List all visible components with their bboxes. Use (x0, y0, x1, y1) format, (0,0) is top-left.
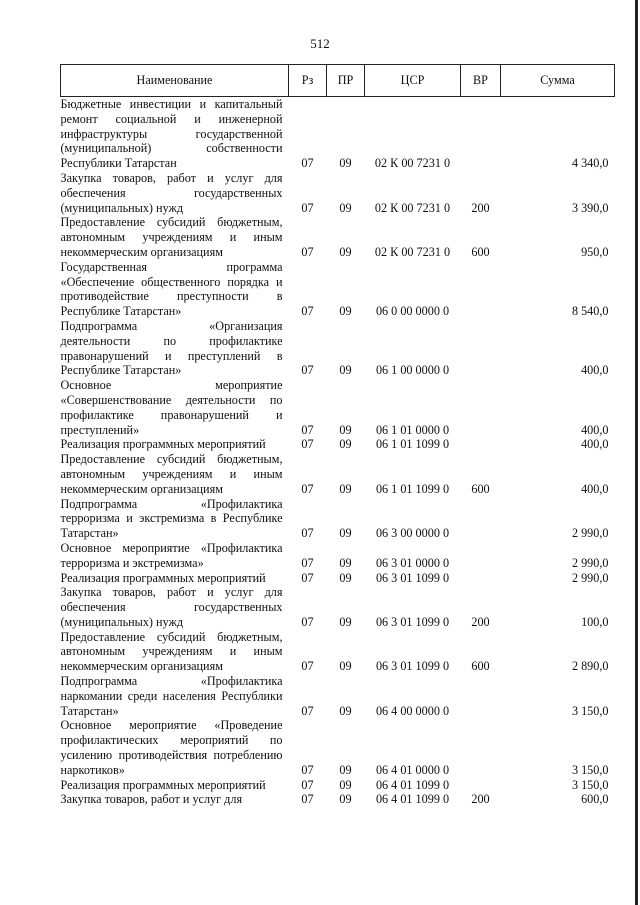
row-sum: 400,0 (581, 363, 609, 378)
row-vr: 200 (471, 792, 490, 807)
row-csr: 06 3 00 0000 0 (375, 526, 450, 541)
header-csr: ЦСР (365, 65, 461, 97)
row-csr: 02 К 00 7231 0 (374, 156, 451, 171)
row-sum: 950,0 (581, 244, 609, 259)
row-vr (461, 378, 501, 437)
row-rz: 07 (301, 570, 314, 585)
row-vr (461, 541, 501, 571)
header-pr: ПР (327, 65, 365, 97)
row-pr: 09 (339, 200, 352, 215)
row-sum: 3 390,0 (571, 200, 609, 215)
row-name: Государственная программа «Обеспечение общественного порядка и противодействие преступности в Республике Татарстан» (60, 259, 283, 319)
row-rz: 07 (301, 422, 314, 437)
row-sum: 3 150,0 (571, 703, 609, 718)
row-pr: 09 (339, 659, 352, 674)
row-name: Подпрограмма «Организация деятельности по профилактике правонарушений и преступлений в Республике Татарстан» (60, 318, 283, 378)
row-pr: 09 (339, 570, 352, 585)
header-name: Наименование (61, 65, 289, 97)
row-vr (461, 260, 501, 319)
row-csr: 06 4 01 1099 0 (375, 777, 450, 792)
row-pr: 09 (339, 363, 352, 378)
row-vr (461, 674, 501, 718)
row-csr: 06 3 01 1099 0 (375, 570, 450, 585)
row-pr: 09 (339, 304, 352, 319)
row-name: Закупка товаров, работ и услуг для (60, 792, 243, 807)
table-row (61, 541, 615, 571)
row-name: Подпрограмма «Профилактика наркомании среди населения Республики Татарстан» (60, 674, 283, 718)
table-row (61, 585, 615, 629)
row-rz: 07 (301, 703, 314, 718)
row-pr: 09 (339, 156, 352, 171)
row-rz: 07 (301, 244, 314, 259)
table-row (61, 778, 615, 793)
table-row (61, 630, 615, 674)
table-row (61, 452, 615, 496)
row-rz: 07 (301, 437, 314, 452)
row-name: Реализация программных мероприятий (60, 777, 266, 792)
row-name: Предоставление субсидий бюджетным, автономным учреждениям и иным некоммерческим организациям (60, 215, 283, 259)
row-vr: 600 (471, 244, 490, 259)
row-rz: 07 (301, 156, 314, 171)
row-vr (461, 778, 501, 793)
row-rz: 07 (301, 659, 314, 674)
table-body (61, 97, 615, 808)
row-csr: 06 1 00 0000 0 (375, 363, 450, 378)
row-csr: 02 К 00 7231 0 (374, 200, 451, 215)
row-vr (461, 718, 501, 777)
page-number: 512 (310, 36, 330, 51)
row-name: Закупка товаров, работ и услуг для обеспечения государственных (муниципальных) нужд (60, 585, 283, 629)
row-name: Реализация программных мероприятий (60, 570, 266, 585)
table-row (61, 718, 615, 777)
row-pr: 09 (339, 614, 352, 629)
table-row (61, 674, 615, 718)
row-pr: 09 (339, 777, 352, 792)
row-name: Основное мероприятие «Совершенствование деятельности по профилактике правонарушений и преступлений» (60, 378, 283, 437)
table-row (61, 215, 615, 259)
table-row (61, 497, 615, 541)
row-vr (461, 571, 501, 586)
row-rz: 07 (301, 762, 314, 777)
row-csr: 02 К 00 7231 0 (374, 244, 451, 259)
table-row (61, 319, 615, 378)
row-rz: 07 (301, 481, 314, 496)
row-vr: 600 (471, 659, 490, 674)
table-row (61, 437, 615, 452)
table-row (61, 260, 615, 319)
row-rz: 07 (301, 555, 314, 570)
row-rz: 07 (301, 614, 314, 629)
row-csr: 06 3 01 0000 0 (375, 555, 450, 570)
row-pr: 09 (339, 703, 352, 718)
row-name: Реализация программных мероприятий (60, 437, 266, 452)
row-rz: 07 (301, 777, 314, 792)
table-row (61, 378, 615, 437)
table-row (61, 171, 615, 215)
row-pr: 09 (339, 244, 352, 259)
row-sum: 4 340,0 (571, 156, 609, 171)
header-rz: Рз (289, 65, 327, 97)
table-row (61, 571, 615, 586)
row-vr: 200 (471, 614, 490, 629)
row-csr: 06 3 01 1099 0 (375, 614, 450, 629)
row-sum: 2 990,0 (571, 526, 609, 541)
row-csr: 06 4 00 0000 0 (375, 703, 450, 718)
table-row (61, 792, 615, 807)
row-csr: 06 1 01 1099 0 (375, 437, 450, 452)
row-pr: 09 (339, 762, 352, 777)
row-sum: 100,0 (581, 614, 609, 629)
row-name: Основное мероприятие «Проведение профилактических мероприятий по усилению противодействия потреблению наркотиков» (60, 718, 283, 777)
table-row (61, 97, 615, 171)
row-rz: 07 (301, 526, 314, 541)
row-csr: 06 1 01 0000 0 (375, 422, 450, 437)
row-vr (461, 97, 501, 171)
row-sum: 400,0 (581, 437, 609, 452)
row-pr: 09 (339, 481, 352, 496)
row-sum: 600,0 (581, 792, 609, 807)
row-sum: 3 150,0 (571, 777, 609, 792)
row-vr: 200 (471, 200, 490, 215)
row-vr (461, 497, 501, 541)
row-sum: 8 540,0 (571, 304, 609, 319)
row-rz: 07 (301, 304, 314, 319)
row-pr: 09 (339, 555, 352, 570)
table-header-row (61, 65, 615, 97)
row-sum: 400,0 (581, 422, 609, 437)
row-rz: 07 (301, 792, 314, 807)
row-csr: 06 3 01 1099 0 (375, 659, 450, 674)
row-pr: 09 (339, 792, 352, 807)
row-csr: 06 1 01 1099 0 (375, 481, 450, 496)
page-edge-rule (635, 0, 638, 905)
row-vr (461, 319, 501, 378)
row-rz: 07 (301, 200, 314, 215)
row-sum: 2 990,0 (571, 555, 609, 570)
row-sum: 400,0 (581, 481, 609, 496)
row-csr: 06 4 01 0000 0 (375, 762, 450, 777)
row-sum: 2 890,0 (571, 659, 609, 674)
row-pr: 09 (339, 437, 352, 452)
row-vr: 600 (471, 481, 490, 496)
row-sum: 2 990,0 (571, 570, 609, 585)
row-csr: 06 4 01 1099 0 (375, 792, 450, 807)
row-name: Подпрограмма «Профилактика терроризма и экстремизма в Республике Татарстан» (60, 496, 283, 541)
row-name: Закупка товаров, работ и услуг для обеспечения государственных (муниципальных) нужд (60, 170, 283, 215)
row-name: Бюджетные инвестиции и капитальный ремонт социальной и инженерной инфраструктуры государственной (муниципальной) собственности Республики Татарстан (60, 97, 283, 171)
header-sum: Сумма (501, 65, 615, 97)
row-name: Основное мероприятие «Профилактика терроризма и экстремизма» (60, 540, 283, 570)
row-pr: 09 (339, 422, 352, 437)
row-rz: 07 (301, 363, 314, 378)
row-pr: 09 (339, 526, 352, 541)
row-csr: 06 0 00 0000 0 (375, 304, 450, 319)
row-vr (461, 437, 501, 452)
header-vr: ВР (461, 65, 501, 97)
row-name: Предоставление субсидий бюджетным, автономным учреждениям и иным некоммерческим организациям (60, 452, 283, 496)
row-name: Предоставление субсидий бюджетным, автономным учреждениям и иным некоммерческим организациям (60, 629, 283, 674)
budget-table (60, 64, 615, 807)
row-sum: 3 150,0 (571, 762, 609, 777)
